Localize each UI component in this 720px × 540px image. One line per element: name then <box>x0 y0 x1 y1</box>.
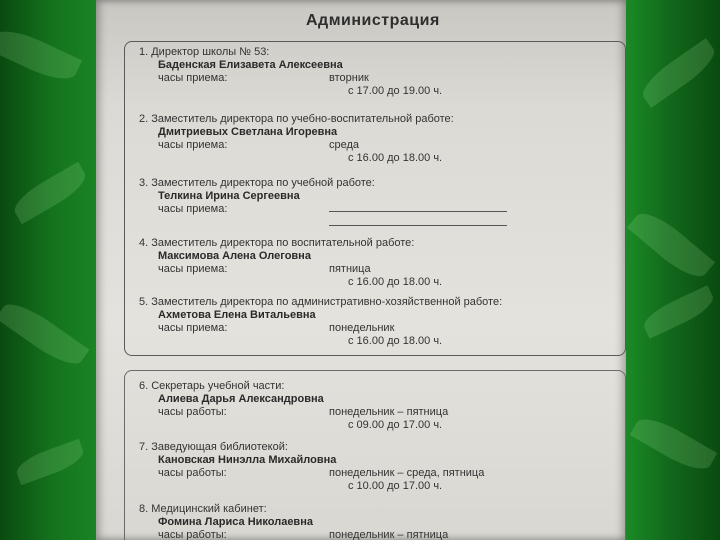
hours-label: часы работы: <box>158 529 227 540</box>
entry-name: Ахметова Елена Витальевна <box>158 309 316 321</box>
background-left-panel <box>0 0 96 540</box>
leaf-decoration <box>0 295 89 372</box>
entry-name: Баденская Елизавета Алексеевна <box>158 59 343 71</box>
administration-box <box>124 41 626 356</box>
entry-name: Алиева Дарья Александровна <box>158 393 324 405</box>
hours-label: часы приема: <box>158 203 228 215</box>
leaf-decoration <box>639 285 717 338</box>
blank-line <box>329 225 507 226</box>
entry-role: 5. Заместитель директора по административно-хозяйственной работе: <box>139 296 503 308</box>
entry-role: 2. Заместитель директора по учебно-воспитательной работе: <box>139 113 454 125</box>
leaf-decoration <box>9 162 91 225</box>
hours-label: часы приема: <box>158 139 228 151</box>
document-page <box>96 0 626 540</box>
hours-time: с 09.00 до 17.00 ч. <box>348 419 443 431</box>
hours-day: понедельник <box>329 322 395 334</box>
hours-time: с 16.00 до 18.00 ч. <box>348 152 443 164</box>
entry-name: Максимова Алена Олеговна <box>158 250 311 262</box>
list-item <box>139 380 619 432</box>
list-item <box>139 237 619 289</box>
list-item <box>139 441 619 493</box>
leaf-decoration <box>627 205 715 286</box>
hours-label: часы работы: <box>158 467 227 479</box>
entry-role: 3. Заместитель директора по учебной работе: <box>139 177 375 189</box>
entry-name: Фомина Лариса Николаевна <box>158 516 313 528</box>
entry-role: 6. Секретарь учебной части: <box>139 380 285 392</box>
background-right-panel <box>626 0 720 540</box>
hours-day: понедельник – среда, пятница <box>329 467 485 479</box>
hours-day: пятница <box>329 263 371 275</box>
list-item <box>139 503 619 540</box>
hours-time: с 16.00 до 18.00 ч. <box>348 276 443 288</box>
hours-label: часы приема: <box>158 322 228 334</box>
hours-label: часы работы: <box>158 406 227 418</box>
hours-day: понедельник – пятница <box>329 529 449 540</box>
hours-day: вторник <box>329 72 369 84</box>
hours-day: понедельник – пятница <box>329 406 449 418</box>
list-item <box>139 296 619 348</box>
hours-time: с 10.00 до 17.00 ч. <box>348 480 443 492</box>
entry-role: 1. Директор школы № 53: <box>139 46 270 58</box>
hours-time: с 17.00 до 19.00 ч. <box>348 85 443 97</box>
list-item <box>139 113 619 165</box>
leaf-decoration <box>13 439 87 485</box>
entry-role: 8. Медицинский кабинет: <box>139 503 267 515</box>
entry-name: Телкина Ирина Сергеевна <box>158 190 300 202</box>
document-title: Администрация <box>306 12 440 29</box>
hours-day: среда <box>329 139 360 151</box>
entry-name: Кановская Нинэлла Михайловна <box>158 454 337 466</box>
leaf-decoration <box>630 411 718 478</box>
staff-box <box>124 370 626 540</box>
hours-label: часы приема: <box>158 263 228 275</box>
blank-line <box>329 211 507 212</box>
list-item <box>139 177 619 216</box>
entry-name: Дмитриевых Светлана Игоревна <box>158 126 338 138</box>
leaf-decoration <box>0 22 82 87</box>
leaf-decoration <box>636 38 720 108</box>
hours-label: часы приема: <box>158 72 228 84</box>
hours-time: с 16.00 до 18.00 ч. <box>348 335 443 347</box>
entry-role: 7. Заведующая библиотекой: <box>139 441 288 453</box>
entry-role: 4. Заместитель директора по воспитательной работе: <box>139 237 415 249</box>
list-item <box>139 46 619 98</box>
